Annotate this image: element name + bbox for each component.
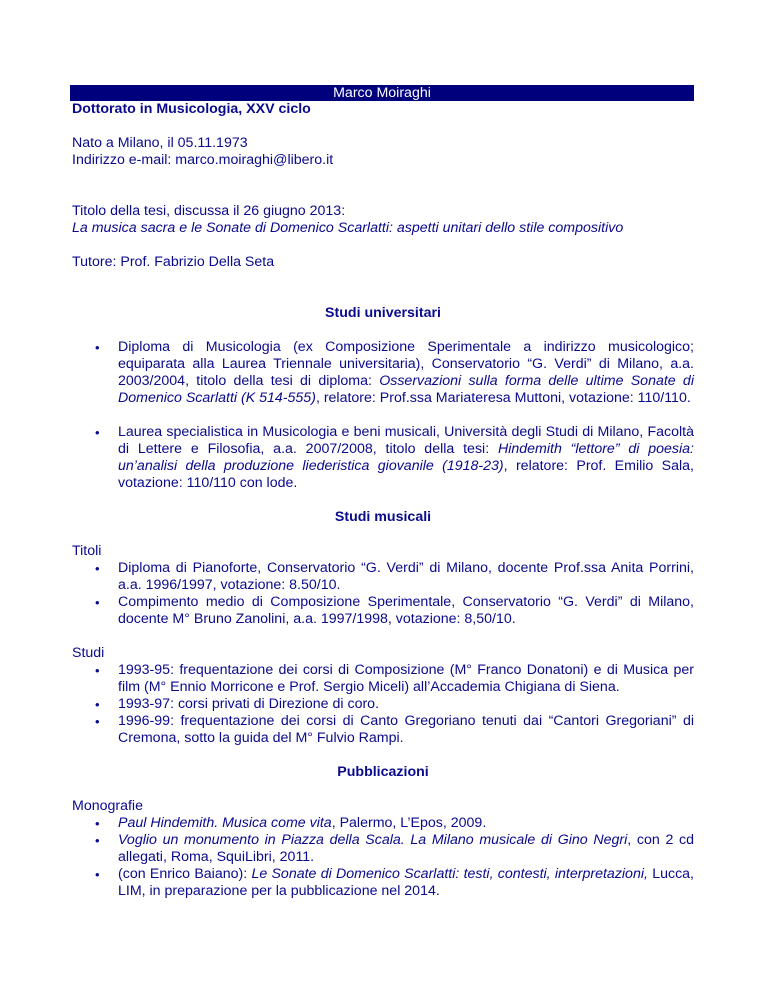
studi-list: [72, 662, 694, 747]
list-item: • 1993-97: corsi privati di Direzione di coro.: [72, 696, 694, 713]
list-item: • Compimento medio di Composizione Sperimentale, Conservatorio “G. Verdi” di Milano, docente M° Bruno Zanolini, a.a. 1997/1998, votazione: 8,50/10.: [72, 594, 694, 628]
tutor-line: Tutore: Prof. Fabrizio Della Seta: [72, 254, 275, 270]
name-banner: [70, 85, 694, 101]
email-line: Indirizzo e-mail: marco.moiraghi@libero.it: [72, 152, 334, 168]
monografie-label: Monografie: [72, 798, 143, 814]
degree-line: Dottorato in Musicologia, XXV ciclo: [72, 101, 311, 117]
author-name: Marco Moiraghi: [333, 85, 431, 101]
monografie-list: [72, 815, 694, 900]
list-item: • Paul Hindemith. Musica come vita, Palermo, L’Epos, 2009.: [72, 815, 694, 832]
birth-line: Nato a Milano, il 05.11.1973: [72, 135, 248, 151]
titoli-list: [72, 560, 694, 628]
list-item: • Diploma di Pianoforte, Conservatorio “G. Verdi” di Milano, docente Prof.ssa Anita Porrini, a.a. 1996/1997, votazione: 8.50/10.: [72, 560, 694, 594]
list-item: • 1993-95: frequentazione dei corsi di Composizione (M° Franco Donatoni) e di Musica per film (M° Ennio Morricone e Prof. Sergio Miceli) all’Accademia Chigiana di Siena.: [72, 662, 694, 696]
section-heading-pubblicazioni: Pubblicazioni: [337, 764, 429, 780]
studi-universitari-list: [72, 339, 694, 492]
list-item: • (con Enrico Baiano): Le Sonate di Domenico Scarlatti: testi, contesti, interpretazioni, Lucca, LIM, in preparazione per la pubblicazione nel 2014.: [72, 866, 694, 900]
thesis-title: La musica sacra e le Sonate di Domenico Scarlatti: aspetti unitari dello stile compositivo: [72, 220, 624, 236]
list-item: • Voglio un monumento in Piazza della Scala. La Milano musicale di Gino Negri, con 2 cd allegati, Roma, SquiLibri, 2011.: [72, 832, 694, 866]
cv-content: [72, 101, 694, 900]
list-item: • 1996-99: frequentazione dei corsi di Canto Gregoriano tenuti dai “Cantori Gregoriani” di Cremona, sotto la guida del M° Fulvio Rampi.: [72, 713, 694, 747]
list-item: • Laurea specialistica in Musicologia e beni musicali, Università degli Studi di Milano, Facoltà di Lettere e Filosofia, a.a. 2007/2008, titolo della tesi: Hindemith “lettore” di poesia: un’analisi della produzione liederistica giovanile (1918-23), relatore: Prof. Emilio Sala, votazione: 110/110 con lode.: [72, 424, 694, 492]
section-heading-studi-universitari: Studi universitari: [325, 305, 441, 321]
studi-label: Studi: [72, 645, 105, 661]
titoli-label: Titoli: [72, 543, 102, 559]
thesis-intro: Titolo della tesi, discussa il 26 giugno 2013:: [72, 203, 346, 219]
section-heading-studi-musicali: Studi musicali: [334, 509, 432, 525]
list-item: • Diploma di Musicologia (ex Composizione Sperimentale a indirizzo musicologico; equiparata alla Laurea Triennale universitaria), Conservatorio “G. Verdi” di Milano, a.a. 2003/2004, titolo della tesi di diploma: Osservazioni sulla forma delle ultime Sonate di Domenico Scarlatti (K 514-555), relatore: Prof.ssa Mariateresa Muttoni, votazione: 110/110.: [72, 339, 694, 407]
